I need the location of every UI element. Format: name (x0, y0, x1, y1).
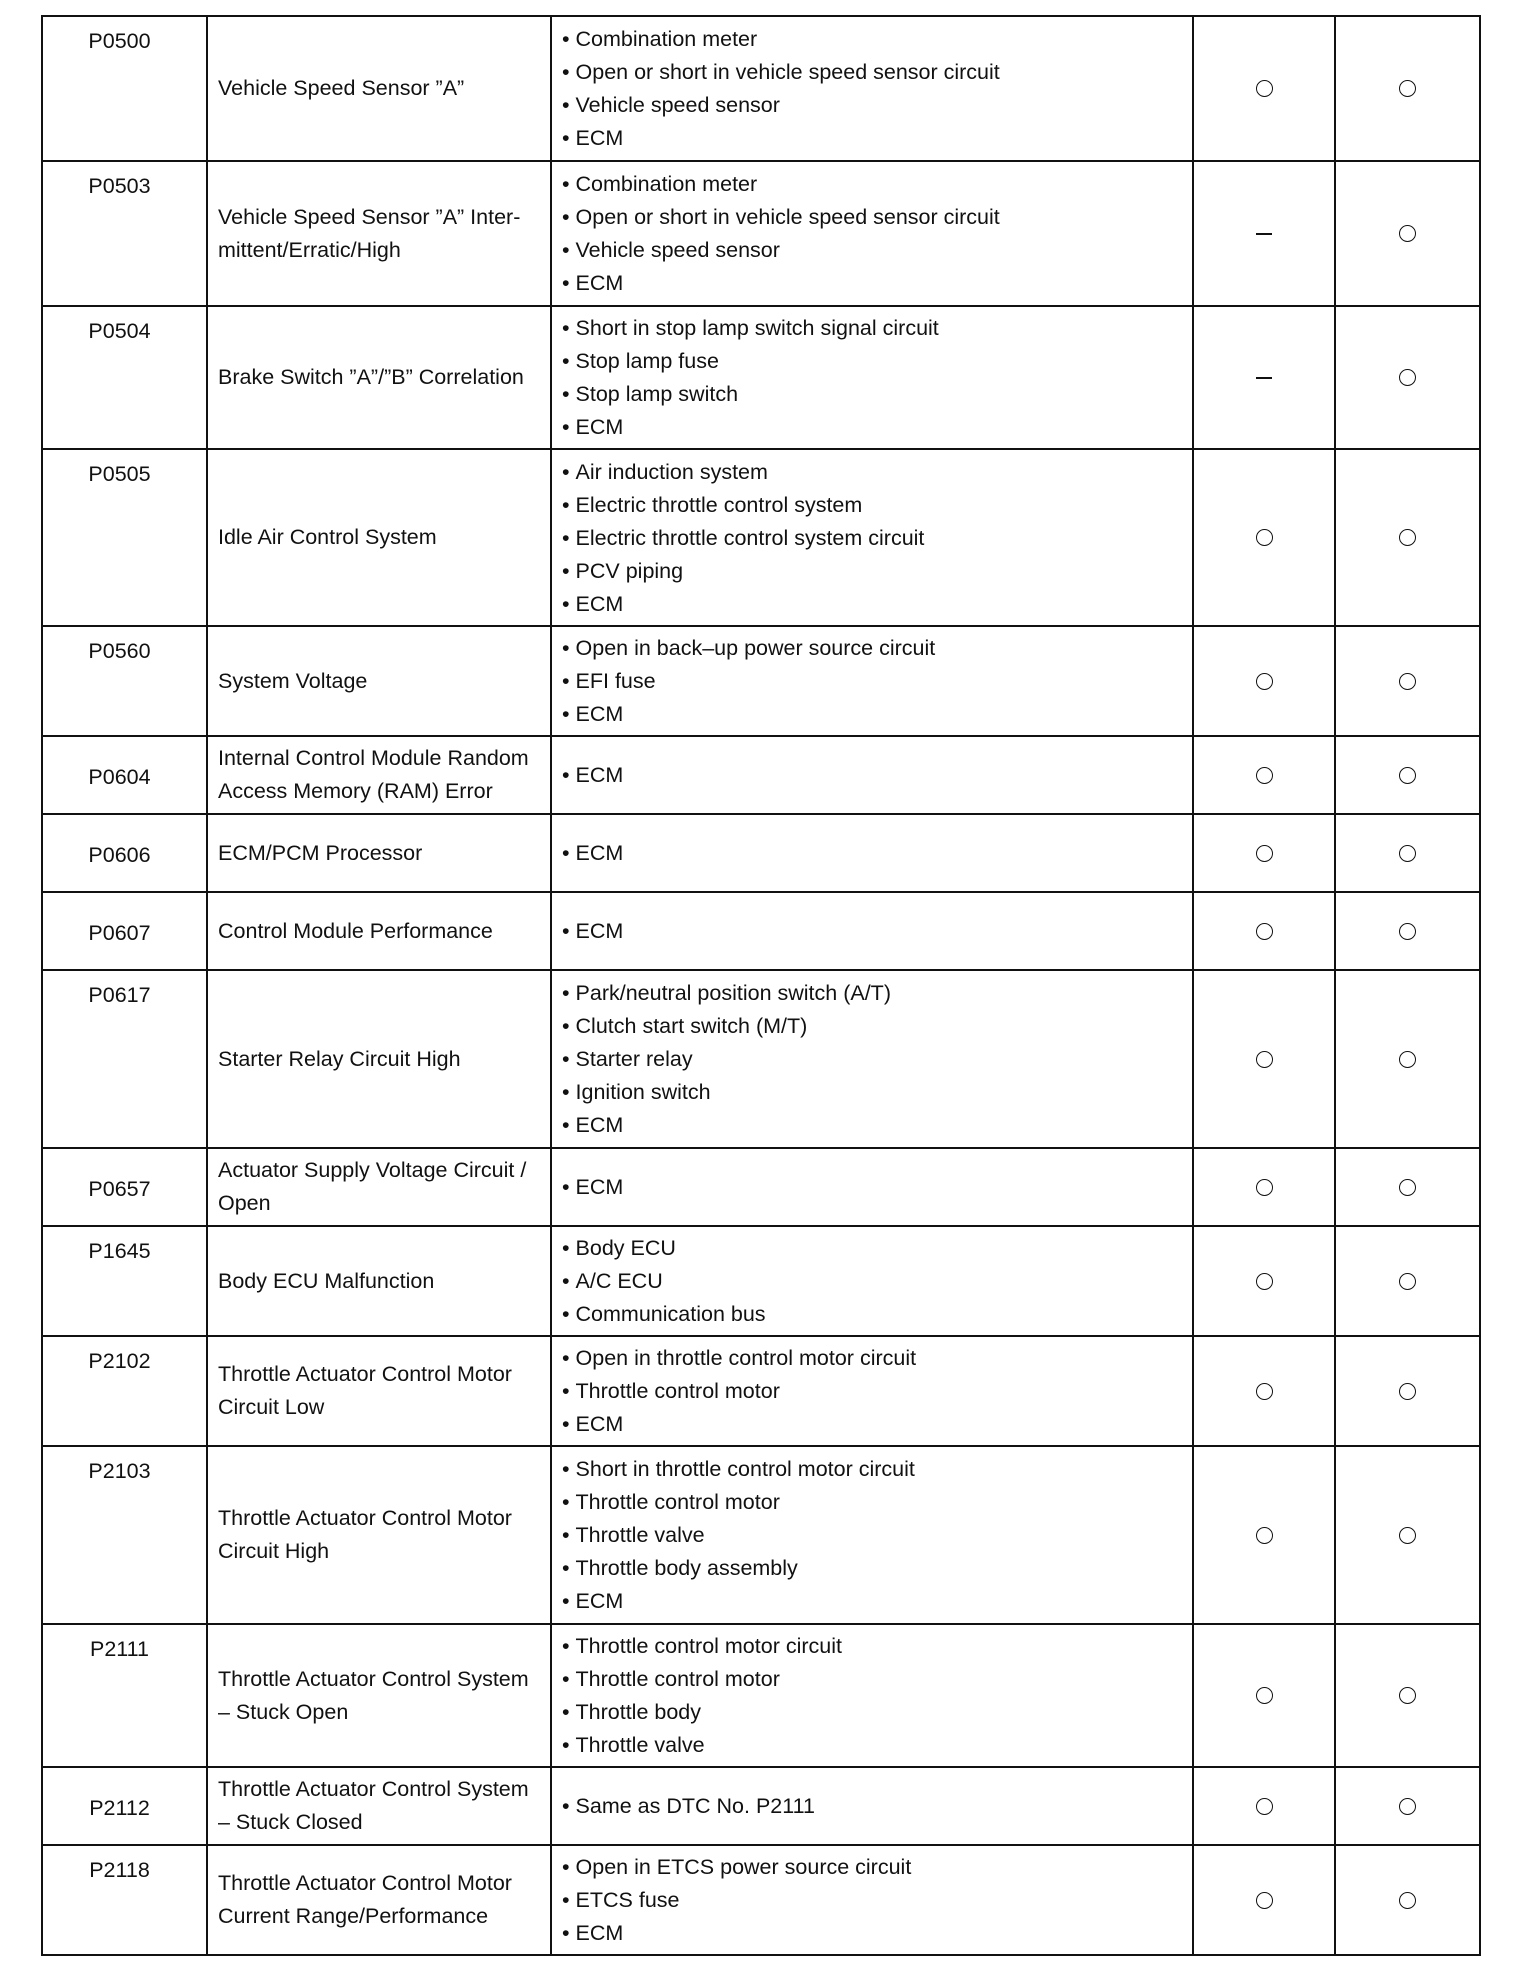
trouble-area-item: • Throttle valve (562, 1729, 1192, 1762)
trouble-area (551, 736, 1193, 814)
trouble-area-item: • Throttle control motor (562, 1663, 1192, 1696)
trouble-area-list (562, 1342, 1192, 1441)
trouble-area-item: • Same as DTC No. P2111 (562, 1790, 1192, 1823)
dtc-row (42, 736, 1480, 814)
dtc-code: P2111 (42, 1624, 207, 1767)
memory-indicator (1335, 970, 1480, 1148)
dtc-row (42, 1148, 1480, 1226)
trouble-area-item: • Open or short in vehicle speed sensor circuit (562, 201, 1192, 234)
detection-item (207, 306, 551, 449)
circle-icon (1256, 1179, 1273, 1196)
circle-icon (1256, 1527, 1273, 1544)
trouble-area-item: • Open in back–up power source circuit (562, 632, 1192, 665)
mil-indicator (1193, 970, 1335, 1148)
dtc-row (42, 970, 1480, 1148)
trouble-area (551, 892, 1193, 970)
trouble-area-item: • Electric throttle control system (562, 489, 1192, 522)
trouble-area-item: • ECM (562, 1109, 1192, 1142)
trouble-area-list (562, 1630, 1192, 1762)
trouble-area-item: • ECM (562, 1585, 1192, 1618)
circle-icon (1256, 1051, 1273, 1068)
dtc-table-body (42, 16, 1480, 1955)
detection-item-text: Idle Air Control System (218, 525, 437, 549)
detection-item-text: Internal Control Module Random Access Memory (RAM) Error (218, 746, 529, 803)
dtc-row (42, 306, 1480, 449)
circle-icon (1399, 1687, 1416, 1704)
trouble-area-list (562, 759, 1192, 792)
detection-item-text: ECM/PCM Processor (218, 840, 423, 865)
dash-icon (1256, 233, 1272, 235)
detection-item (207, 814, 551, 892)
trouble-area-item: • Throttle valve (562, 1519, 1192, 1552)
trouble-area (551, 1767, 1193, 1845)
dtc-code: P0604 (42, 736, 207, 814)
dtc-code: P2112 (42, 1767, 207, 1845)
mil-indicator (1193, 814, 1335, 892)
dtc-row (42, 16, 1480, 161)
trouble-area-list (562, 23, 1192, 155)
dtc-code: P1645 (42, 1226, 207, 1336)
dtc-row (42, 1336, 1480, 1446)
mil-indicator (1193, 449, 1335, 626)
trouble-area-item: • ECM (562, 588, 1192, 621)
trouble-area-item: • Vehicle speed sensor (562, 89, 1192, 122)
memory-indicator (1335, 1767, 1480, 1845)
trouble-area-item: • ECM (562, 267, 1192, 300)
memory-indicator (1335, 892, 1480, 970)
mil-indicator (1193, 1226, 1335, 1336)
detection-item (207, 1148, 551, 1226)
circle-icon (1399, 767, 1416, 784)
dtc-code: P2103 (42, 1446, 207, 1624)
circle-icon (1399, 1527, 1416, 1544)
detection-item-text: Throttle Actuator Control System – Stuck Open (218, 1666, 529, 1724)
trouble-area-item: • Starter relay (562, 1043, 1192, 1076)
detection-item-text: Control Module Performance (218, 918, 493, 943)
circle-icon (1399, 1798, 1416, 1815)
circle-icon (1256, 1892, 1273, 1909)
trouble-area-item: • Park/neutral position switch (A/T) (562, 977, 1192, 1010)
trouble-area-list (562, 632, 1192, 731)
circle-icon (1399, 80, 1416, 97)
trouble-area (551, 814, 1193, 892)
dtc-code: P2118 (42, 1845, 207, 1955)
circle-icon (1399, 923, 1416, 940)
circle-icon (1399, 1273, 1416, 1290)
mil-indicator (1193, 736, 1335, 814)
trouble-area-item: • Stop lamp switch (562, 378, 1192, 411)
mil-indicator (1193, 892, 1335, 970)
trouble-area-list (562, 837, 1192, 870)
detection-item (207, 892, 551, 970)
trouble-area-item: • ECM (562, 915, 1192, 948)
trouble-area (551, 1446, 1193, 1624)
memory-indicator (1335, 1148, 1480, 1226)
dtc-row (42, 449, 1480, 626)
detection-item-text: Starter Relay Circuit High (218, 1046, 461, 1071)
detection-item-text: Throttle Actuator Control Motor Current Range/Performance (218, 1871, 512, 1928)
detection-item (207, 1767, 551, 1845)
detection-item-text: Throttle Actuator Control Motor Circuit High (218, 1506, 512, 1563)
circle-icon (1256, 80, 1273, 97)
trouble-area-item: • Open in throttle control motor circuit (562, 1342, 1192, 1375)
circle-icon (1256, 923, 1273, 940)
dtc-code: P0560 (42, 626, 207, 736)
dash-icon (1256, 377, 1272, 379)
dtc-row (42, 892, 1480, 970)
memory-indicator (1335, 449, 1480, 626)
circle-icon (1256, 1383, 1273, 1400)
circle-icon (1399, 529, 1416, 546)
circle-icon (1256, 673, 1273, 690)
trouble-area-item: • Open or short in vehicle speed sensor circuit (562, 56, 1192, 89)
circle-icon (1399, 1179, 1416, 1196)
trouble-area-item: • Combination meter (562, 23, 1192, 56)
circle-icon (1399, 845, 1416, 862)
memory-indicator (1335, 1446, 1480, 1624)
detection-item-text: Body ECU Malfunction (218, 1268, 435, 1293)
trouble-area-item: • ECM (562, 698, 1192, 731)
trouble-area-list (562, 456, 1192, 621)
detection-item (207, 736, 551, 814)
trouble-area-item: • Electric throttle control system circuit (562, 522, 1192, 555)
dtc-row (42, 161, 1480, 306)
trouble-area (551, 1226, 1193, 1336)
dtc-code: P0504 (42, 306, 207, 449)
trouble-area (551, 161, 1193, 306)
circle-icon (1256, 845, 1273, 862)
detection-item-text: Brake Switch ”A”/”B” Correlation (218, 365, 524, 389)
detection-item (207, 1845, 551, 1955)
trouble-area-item: • Throttle body (562, 1696, 1192, 1729)
detection-item (207, 449, 551, 626)
dtc-code: P0503 (42, 161, 207, 306)
trouble-area-item: • ECM (562, 1171, 1192, 1204)
dtc-code: P0505 (42, 449, 207, 626)
trouble-area-item: • ECM (562, 122, 1192, 155)
circle-icon (1399, 673, 1416, 690)
detection-item (207, 1624, 551, 1767)
trouble-area (551, 449, 1193, 626)
dtc-code: P0617 (42, 970, 207, 1148)
trouble-area-item: • ECM (562, 1917, 1192, 1950)
detection-item (207, 16, 551, 161)
trouble-area-item: • Stop lamp fuse (562, 345, 1192, 378)
trouble-area-item: • ECM (562, 759, 1192, 792)
mil-indicator (1193, 16, 1335, 161)
trouble-area-item: • PCV piping (562, 555, 1192, 588)
trouble-area-item: • Communication bus (562, 1298, 1192, 1331)
mil-indicator (1193, 1148, 1335, 1226)
trouble-area-item: • Throttle control motor (562, 1375, 1192, 1408)
detection-item (207, 1226, 551, 1336)
memory-indicator (1335, 1336, 1480, 1446)
trouble-area (551, 1148, 1193, 1226)
trouble-area-item: • Short in throttle control motor circuit (562, 1453, 1192, 1486)
dtc-row (42, 1624, 1480, 1767)
trouble-area (551, 1336, 1193, 1446)
circle-icon (1256, 1798, 1273, 1815)
dtc-code: P0606 (42, 814, 207, 892)
detection-item (207, 161, 551, 306)
trouble-area (551, 16, 1193, 161)
trouble-area-list (562, 168, 1192, 300)
mil-indicator (1193, 1446, 1335, 1624)
dtc-row (42, 1446, 1480, 1624)
detection-item (207, 1446, 551, 1624)
trouble-area-item: • Air induction system (562, 456, 1192, 489)
dtc-row (42, 1226, 1480, 1336)
trouble-area-item: • Ignition switch (562, 1076, 1192, 1109)
circle-icon (1399, 369, 1416, 386)
trouble-area-item: • ECM (562, 837, 1192, 870)
trouble-area-item: • ECM (562, 411, 1192, 444)
detection-item-text: Throttle Actuator Control Motor Circuit Low (218, 1362, 512, 1419)
memory-indicator (1335, 1624, 1480, 1767)
memory-indicator (1335, 161, 1480, 306)
circle-icon (1399, 225, 1416, 242)
mil-indicator (1193, 161, 1335, 306)
trouble-area-item: • Throttle body assembly (562, 1552, 1192, 1585)
dtc-table (41, 15, 1481, 1956)
trouble-area-list (562, 1851, 1192, 1950)
memory-indicator (1335, 1226, 1480, 1336)
mil-indicator (1193, 306, 1335, 449)
trouble-area-list (562, 1171, 1192, 1204)
dtc-row (42, 1845, 1480, 1955)
dtc-row (42, 626, 1480, 736)
trouble-area-item: • Short in stop lamp switch signal circuit (562, 312, 1192, 345)
dtc-code: P2102 (42, 1336, 207, 1446)
trouble-area-item: • Throttle control motor circuit (562, 1630, 1192, 1663)
circle-icon (1256, 1273, 1273, 1290)
dtc-code: P0500 (42, 16, 207, 161)
trouble-area-item: • Clutch start switch (M/T) (562, 1010, 1192, 1043)
trouble-area-item: • EFI fuse (562, 665, 1192, 698)
detection-item-text: Actuator Supply Voltage Circuit / Open (218, 1158, 527, 1215)
trouble-area-item: • ETCS fuse (562, 1884, 1192, 1917)
detection-item (207, 626, 551, 736)
detection-item-text: Vehicle Speed Sensor ”A” (218, 76, 465, 100)
trouble-area-item: • Body ECU (562, 1232, 1192, 1265)
trouble-area-list (562, 1790, 1192, 1823)
memory-indicator (1335, 736, 1480, 814)
trouble-area (551, 970, 1193, 1148)
circle-icon (1256, 529, 1273, 546)
circle-icon (1256, 767, 1273, 784)
trouble-area-item: • ECM (562, 1408, 1192, 1441)
mil-indicator (1193, 626, 1335, 736)
trouble-area (551, 1845, 1193, 1955)
mil-indicator (1193, 1845, 1335, 1955)
mil-indicator (1193, 1624, 1335, 1767)
memory-indicator (1335, 814, 1480, 892)
trouble-area (551, 626, 1193, 736)
memory-indicator (1335, 626, 1480, 736)
detection-item (207, 970, 551, 1148)
trouble-area-list (562, 915, 1192, 948)
detection-item (207, 1336, 551, 1446)
memory-indicator (1335, 1845, 1480, 1955)
trouble-area-item: • Open in ETCS power source circuit (562, 1851, 1192, 1884)
dtc-row (42, 814, 1480, 892)
trouble-area-list (562, 1232, 1192, 1331)
dtc-code: P0607 (42, 892, 207, 970)
trouble-area-list (562, 977, 1192, 1142)
memory-indicator (1335, 306, 1480, 449)
trouble-area-item: • Vehicle speed sensor (562, 234, 1192, 267)
circle-icon (1399, 1051, 1416, 1068)
detection-item-text: System Voltage (218, 668, 368, 693)
dtc-code: P0657 (42, 1148, 207, 1226)
trouble-area-list (562, 312, 1192, 444)
trouble-area-item: • Combination meter (562, 168, 1192, 201)
trouble-area (551, 1624, 1193, 1767)
memory-indicator (1335, 16, 1480, 161)
trouble-area (551, 306, 1193, 449)
detection-item-text: Throttle Actuator Control System – Stuck Closed (218, 1777, 529, 1834)
mil-indicator (1193, 1767, 1335, 1845)
circle-icon (1256, 1687, 1273, 1704)
mil-indicator (1193, 1336, 1335, 1446)
circle-icon (1399, 1892, 1416, 1909)
detection-item-text: Vehicle Speed Sensor ”A” Inter- mittent/Erratic/High (218, 204, 521, 262)
dtc-row (42, 1767, 1480, 1845)
trouble-area-list (562, 1453, 1192, 1618)
trouble-area-item: • Throttle control motor (562, 1486, 1192, 1519)
circle-icon (1399, 1383, 1416, 1400)
trouble-area-item: • A/C ECU (562, 1265, 1192, 1298)
